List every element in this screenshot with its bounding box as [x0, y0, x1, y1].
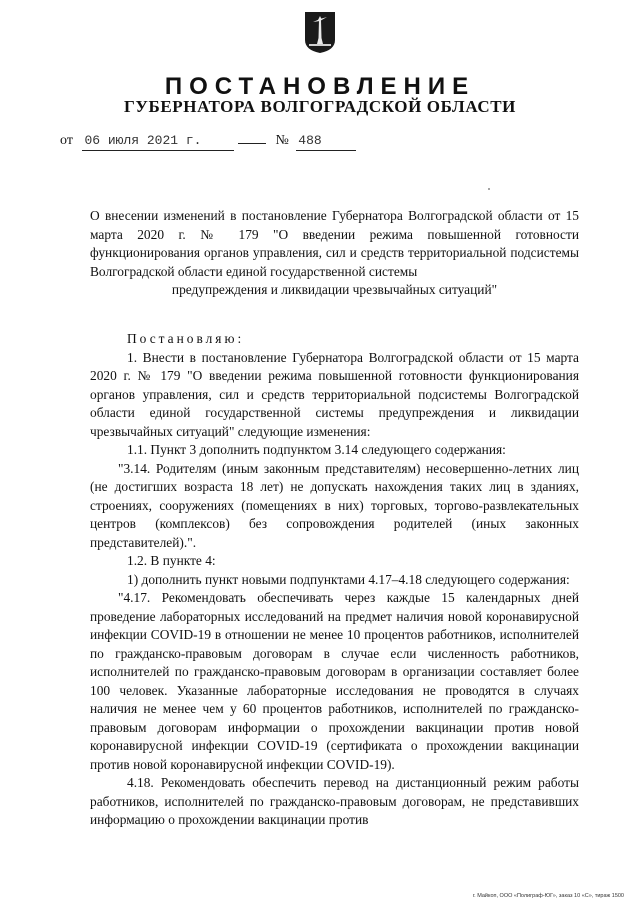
date-underline-tail [238, 143, 266, 144]
coat-of-arms-emblem [303, 10, 337, 54]
paragraph-3-14: "3.14. Родителям (иным законным представителям) несовершенно-летних лиц (не достигших возраста 18 лет) не допускать нахождения таких лиц в зданиях, строениях, сооружениях (помещениях в них) торговых, торгово-развлекательных центров (комплексов) без сопровождения родителей (иных законных представителей).". [90, 460, 579, 550]
paragraph-4-17: "4.17. Рекомендовать обеспечивать через каждые 15 календарных дней проведение лабораторных исследований на предмет наличия новой коронавирусной инфекции COVID-19 в отношении не менее 10 процентов работников, исполнителей по гражданско-правовым договорам в случае если численность работников, исполнителей по гражданско-правовым договорам в организации составляет более 100 человек. Указанные лабораторные исследования не проводятся в случаях наличия не менее чем у 60 процентов работников, исполнителей по гражданско-правовым договорам информации о прохождении вакцинации против новой коронавирусной инфекции COVID-19 (сертификата о прохождении вакцинации против новой коронавирусной инфекции COVID-19). [90, 590, 579, 772]
issuer-heading: ГУБЕРНАТОРА ВОЛГОГРАДСКОЙ ОБЛАСТИ [124, 97, 516, 116]
document-body [90, 330, 579, 830]
scan-speck [488, 188, 490, 190]
date-number-row [60, 132, 356, 151]
paragraph-1-2: 1.2. В пункте 4: [127, 553, 216, 568]
document-title-text: О внесении изменений в постановление Губернатора Волгоградской области от 15 марта 2020 г. № 179 "О введении режима повышенной готовности функционирования органов управления, сил и средств территориальной подсистемы Волгоградской области единой государственной системы [90, 208, 579, 279]
decree-word: Постановляю: [127, 331, 245, 346]
number-value: 488 [296, 132, 356, 151]
paragraph-1: 1. Внести в постановление Губернатора Волгоградской области от 15 марта 2020 г. № 179 "О введении режима повышенной готовности функционирования органов управления, сил и средств территориальной подсистемы Волгоградской области единой государственной системы предупреждения и ликвидации чрезвычайных ситуаций" следующие изменения: [90, 349, 579, 439]
date-value: 06 июля 2021 г. [82, 132, 234, 151]
paragraph-1-2-1: 1) дополнить пункт новыми подпунктами 4.17–4.18 следующего содержания: [127, 571, 570, 587]
print-note: г. Майкоп, ООО «Полиграф-ЮГ», заказ 10 «С», тираж 1500 [472, 893, 624, 899]
document-title [90, 207, 579, 300]
document-type-heading: ПОСТАНОВЛЕНИЕ [164, 73, 476, 100]
paragraph-4-18: 4.18. Рекомендовать обеспечить перевод на дистанционный режим работы работников, исполнителей по гражданско-правовым договорам, не представивших информацию о прохождении вакцинации против [90, 775, 579, 827]
date-prefix: от [60, 133, 73, 148]
document-title-last-line: предупреждения и ликвидации чрезвычайных ситуаций" [171, 282, 498, 298]
paragraph-1-1: 1.1. Пункт 3 дополнить подпунктом 3.14 следующего содержания: [127, 442, 506, 457]
number-prefix: № [275, 133, 289, 148]
